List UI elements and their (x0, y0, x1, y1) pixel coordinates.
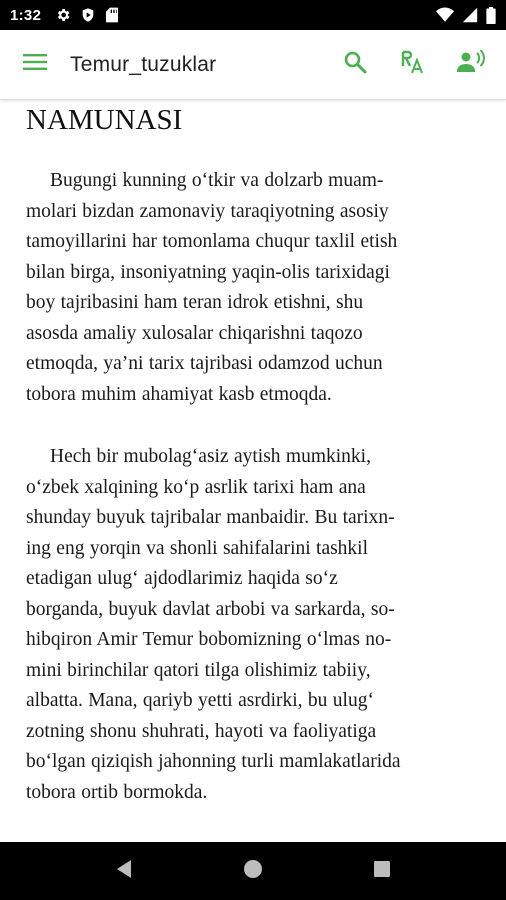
text-line: o‘zbek xalqining ko‘p asrlik tarixi ham ana (26, 476, 366, 498)
text-line: hibqiron Amir Temur bobomizning o‘lmas no- (26, 629, 392, 650)
text-line: ing eng yorqin va shonli sahifalarini tashkil (26, 537, 369, 559)
status-bar (0, 0, 506, 30)
home-button[interactable] (233, 851, 273, 891)
menu-button[interactable] (0, 30, 70, 100)
signal-icon (462, 7, 478, 23)
text-line: asosda amaliy xulosalar chiqarishni taqozo (26, 322, 363, 344)
home-icon (243, 859, 263, 884)
text-line: boy tajribasini ham teran idrok etishni, shu (26, 292, 364, 313)
text-line: etmoqda, ya’ni tarix tajribasi odamzod uchun (26, 353, 383, 374)
text-line: tobora ortib bormokda. (26, 781, 208, 803)
text-line: zotning shonu shuhrati, hayoti va faoliyatiga (26, 720, 377, 742)
search-button[interactable] (326, 30, 384, 100)
paragraph (26, 442, 480, 808)
paragraph-list (26, 166, 480, 808)
status-time: 1:32 (10, 6, 42, 24)
wifi-icon (436, 7, 454, 23)
text-line: shunday buyuk tajribalar manbaidir. Bu tarixn- (26, 507, 395, 528)
text-line: molari bizdan zamonaviy taraqiyotning asosiy (26, 200, 389, 222)
text-line: etadigan ulug‘ ajdodlarimiz haqida so‘z (26, 568, 338, 589)
search-icon (343, 50, 367, 79)
battery-icon (486, 7, 496, 24)
text-line: Hech bir mubolag‘asiz aytish mumkinki, (50, 446, 371, 467)
font-size-button[interactable] (384, 30, 442, 100)
reader-content[interactable] (0, 100, 506, 842)
text-line: bilan birga, insoniyatning yaqin-olis tarixidagi (26, 261, 390, 283)
sd-card-icon (105, 7, 119, 23)
text-line: albatta. Mana, qariyb yetti asrdirki, bu ulug‘ (26, 690, 374, 711)
app-bar (0, 30, 506, 100)
read-aloud-icon (457, 50, 485, 79)
font-size-icon (400, 49, 426, 80)
back-button[interactable] (104, 851, 144, 891)
recents-button[interactable] (362, 851, 402, 891)
paragraph (26, 166, 480, 410)
text-line: Bugungi kunning o‘tkir va dolzarb muam- (50, 170, 384, 191)
section-heading: NAMUNASI (26, 104, 183, 136)
app-title: Temur_tuzuklar (70, 52, 217, 76)
gear-icon (55, 7, 71, 23)
back-icon (115, 859, 133, 884)
text-line: mini birinchilar qatori tilga olishimiz tabiiy, (26, 659, 371, 681)
navigation-bar (0, 842, 506, 900)
text-line: tamoyillarini har tomonlama chuqur taxlil etish (26, 231, 398, 252)
hamburger-menu-icon (23, 53, 47, 76)
text-line: tobora muhim ahamiyat kasb etmoqda. (26, 383, 332, 405)
shield-play-icon (80, 7, 96, 23)
read-aloud-button[interactable] (442, 30, 500, 100)
text-line: bo‘lgan qiziqish jahonning turli mamlakatlarida (26, 751, 401, 772)
text-line: borganda, buyuk davlat arbobi va sarkarda, so- (26, 598, 395, 620)
recents-icon (373, 860, 391, 883)
